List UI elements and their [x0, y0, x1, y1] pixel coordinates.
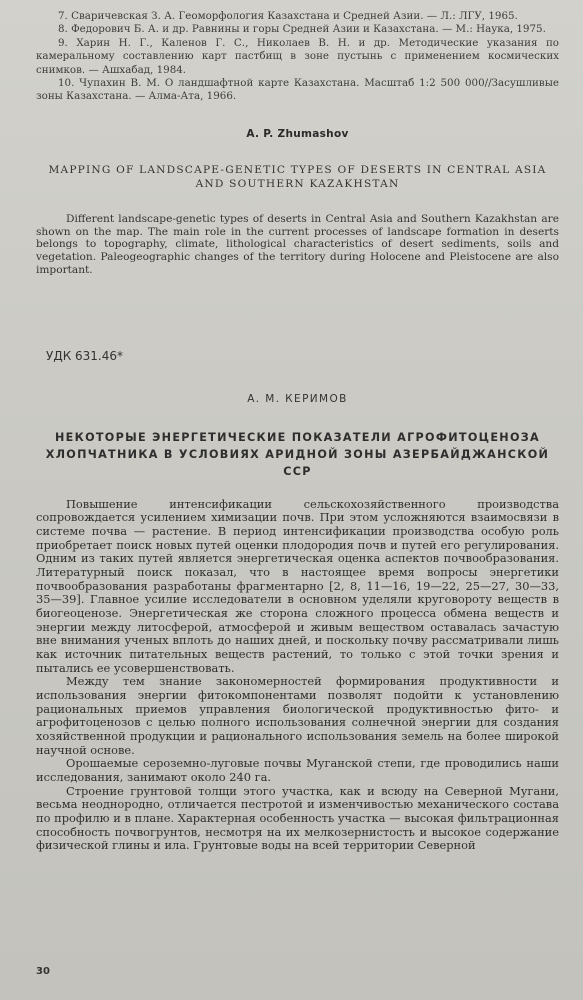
page-number: 30 — [36, 966, 50, 977]
article-title: НЕКОТОРЫЕ ЭНЕРГЕТИЧЕСКИЕ ПОКАЗАТЕЛИ АГРОФИТОЦЕНОЗА ХЛОПЧАТНИКА В УСЛОВИЯХ АРИДНОЙ ЗОНЫ АЗЕРБАЙДЖАНСКОЙ ССР — [45, 430, 550, 478]
body-paragraph: Повышение интенсификации сельскохозяйственного производства сопровождается усилением химизации почв. При этом усложняются взаимосвязи в системе почва — растение. В период интенсификации производства особую роль приобретает поиск новых путей оценки плодородия почв и путей его регулирования. Одним из таких путей является энергетическая оценка аспектов почвообразования. Литературный поиск показал, что в настоящее время вопросы энергетики почвообразования разработаны фрагментарно [2, 8, 11—16, 19—22, 25—27, 30—33, 35—39]. Главное усилие исследователи в основном уделяли круговороту веществ в биогеоценозе. Энергетическая же сторона сложного процесса обмена веществ и энергии между литосферой, атмосферой и живым веществом оставалась зачастую вне внимания ученых вплоть до наших дней, и поскольку почву рассматривали лишь как источник питательных веществ растений, то только с этой точки зрения и пытались ее усовершенствовать. — [36, 496, 559, 675]
english-abstract — [36, 213, 559, 277]
article-author: А. М. КЕРИМОВ — [247, 392, 348, 405]
english-title: MAPPING OF LANDSCAPE-GENETIC TYPES OF DESERTS IN CENTRAL ASIA AND SOUTHERN KAZAKHSTAN — [48, 163, 547, 190]
english-author: A. P. Zhumashov — [246, 127, 349, 140]
body-paragraph: Между тем знание закономерностей формирования продуктивности и использования энергии фитокомпонентами позволят подойти к установлению рациональных приемов управления биологической продуктивностью фито- и агрофитоценозов с целью полного использования солнечной энергии для создания хозяйственной продукции и рационального использования земель на более широкой научной основе. — [36, 674, 559, 757]
udc-code: УДК 631.46* — [46, 348, 124, 363]
reference-list — [36, 10, 559, 104]
body-paragraph: Строение грунтовой толщи этого участка, как и всюду на Северной Мугани, весьма неоднородно, отличается пестротой и изменчивостью механического состава по профилю и в плане. Характерная особенность участка — высокая фильтрационная способность почвогрунтов, несмотря на их мелкозернистость и высокое содержание физической глины и ила. Грунтовые воды на всей территории Северной — [36, 783, 559, 853]
article-body — [36, 498, 559, 853]
reference-item: 7. Сваричевская З. А. Геоморфология Казахстана и Средней Азии. — Л.: ЛГУ, 1965. — [58, 10, 518, 22]
reference-item: 10. Чупахин В. М. О ландшафтной карте Казахстана. Масштаб 1:2 500 000//Засушливые зоны Казахстана. — Алма-Ата, 1966. — [36, 77, 559, 103]
body-paragraph: Орошаемые сероземно-луговые почвы Муганской степи, где проводились наши исследования, занимают около 240 га. — [36, 756, 559, 784]
reference-item: 9. Харин Н. Г., Каленов Г. С., Николаев В. Н. и др. Методические указания по камеральному составлению карт пастбищ в зоне пустынь с применением космических снимков. — Ашхабад, 1984. — [36, 36, 559, 76]
reference-item: 8. Федорович Б. А. и др. Равнины и горы Средней Азии и Казахстана. — М.: Наука, 1975. — [58, 23, 546, 36]
abstract-text: Different landscape-genetic types of deserts in Central Asia and Southern Kazakhstan are shown on the map. The main role in the current processes of landscape formation in deserts belongs to topography, climate, lithological characteristics of desert sediments, soils and vegetation. Paleogeographic changes of the territory during Holocene and Pleistocene are also important. — [36, 212, 559, 277]
